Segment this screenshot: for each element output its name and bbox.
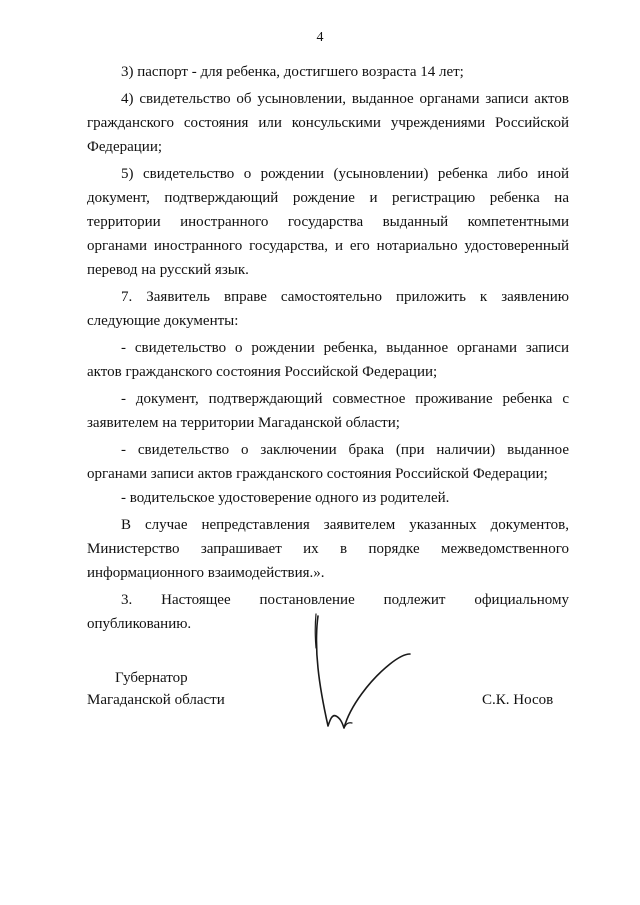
list-item-cohabitation-document: - документ, подтверждающий совместное проживание ребенка с заявителем на территории Магаданской области; bbox=[87, 391, 569, 431]
list-item-driver-license: - водительское удостоверение одного из родителей. bbox=[121, 490, 450, 506]
handwritten-signature bbox=[300, 610, 430, 740]
document-body bbox=[87, 60, 569, 636]
paragraph-ministry-request: В случае непредставления заявителем указанных документов, Министерство запрашивает их в порядке межведомственного информационного взаимодействия.». bbox=[87, 517, 569, 581]
signatory-title-line2: Магаданской области bbox=[87, 692, 225, 708]
list-item-marriage-certificate: - свидетельство о заключении брака (при наличии) выданное органами записи актов гражданского состояния Российской Федерации; bbox=[87, 442, 569, 482]
signatory-title bbox=[87, 667, 225, 711]
page-number: 4 bbox=[316, 30, 324, 45]
signatory-title-line1: Губернатор bbox=[115, 670, 188, 686]
list-item-birth-certificate: - свидетельство о рождении ребенка, выданное органами записи актов гражданского состояния Российской Федерации; bbox=[87, 340, 569, 380]
paragraph-adoption-certificate: 4) свидетельство об усыновлении, выданное органами записи актов гражданского состояния или консульскими учреждениями Российской Федерации; bbox=[87, 91, 569, 155]
paragraph-section-7: 7. Заявитель вправе самостоятельно приложить к заявлению следующие документы: bbox=[87, 289, 569, 329]
paragraph-passport: 3) паспорт - для ребенка, достигшего возраста 14 лет; bbox=[121, 64, 464, 80]
signatory-name: С.К. Носов bbox=[482, 692, 554, 708]
paragraph-birth-certificate: 5) свидетельство о рождении (усыновлении) ребенка либо иной документ, подтверждающий рождение и регистрацию ребенка на территории иностранного государства выданный компетентными органами иностранного государства, и его нотариально удостоверенный перевод на русский язык. bbox=[87, 166, 569, 278]
paragraph-publication: 3. Настоящее постановление подлежит официальному опубликованию. bbox=[87, 592, 569, 632]
